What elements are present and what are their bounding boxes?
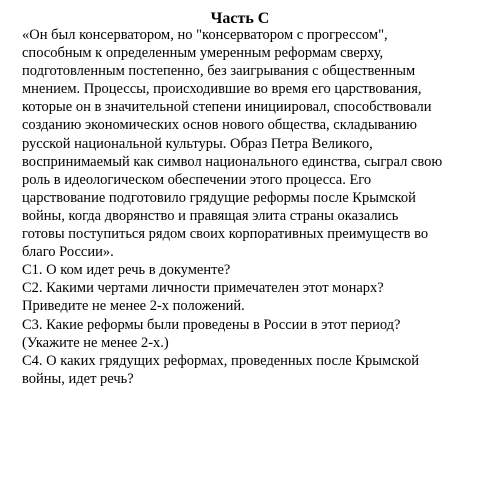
question-c4: С4. О каких грядущих реформах, проведенных после Крымской: [22, 352, 419, 369]
quote-line: царствование подготовило грядущие реформы после Крымской: [22, 189, 416, 206]
quote-line: благо России».: [22, 244, 114, 261]
quote-line: воспринимаемый как символ национального единства, сыграл свою: [22, 153, 443, 170]
question-c3-continuation: (Укажите не менее 2-х.): [22, 334, 169, 351]
quote-line: готовы поступиться рядом своих корпоративных преимуществ во: [22, 226, 429, 243]
question-c2: С2. Какими чертами личности примечателен этот монарх?: [22, 280, 384, 297]
quote-line: русской национальной культуры. Образ Петра Великого,: [22, 135, 373, 152]
quote-line: войны, когда дворянство и правящая элита страны оказались: [22, 207, 399, 224]
question-block: [22, 261, 472, 388]
quote-line: мнением. Процессы, происходившие во время его царствования,: [22, 81, 422, 98]
quote-block: [22, 26, 472, 261]
quote-line: способным к определенным умеренным реформам сверху,: [22, 45, 384, 62]
question-c1: С1. О ком идет речь в документе?: [22, 262, 231, 279]
document-body: [22, 26, 472, 388]
question-c3: С3. Какие реформы были проведены в России в этот период?: [22, 316, 401, 333]
quote-line: «Он был консерватором, но "консерватором с прогрессом",: [22, 27, 388, 43]
question-c2-continuation: Приведите не менее 2-х положений.: [22, 298, 245, 315]
quote-line: созданию экономических основ нового общества, складыванию: [22, 117, 418, 134]
section-heading: Часть С: [210, 10, 270, 27]
quote-line: роль в идеологическом обеспечении этого процесса. Его: [22, 171, 372, 188]
quote-line: подготовленным постепенно, без заигрывания с общественным: [22, 63, 416, 80]
quote-line: которые он в значительной степени инициировал, способствовали: [22, 99, 432, 116]
question-c4-continuation: войны, идет речь?: [22, 370, 134, 387]
